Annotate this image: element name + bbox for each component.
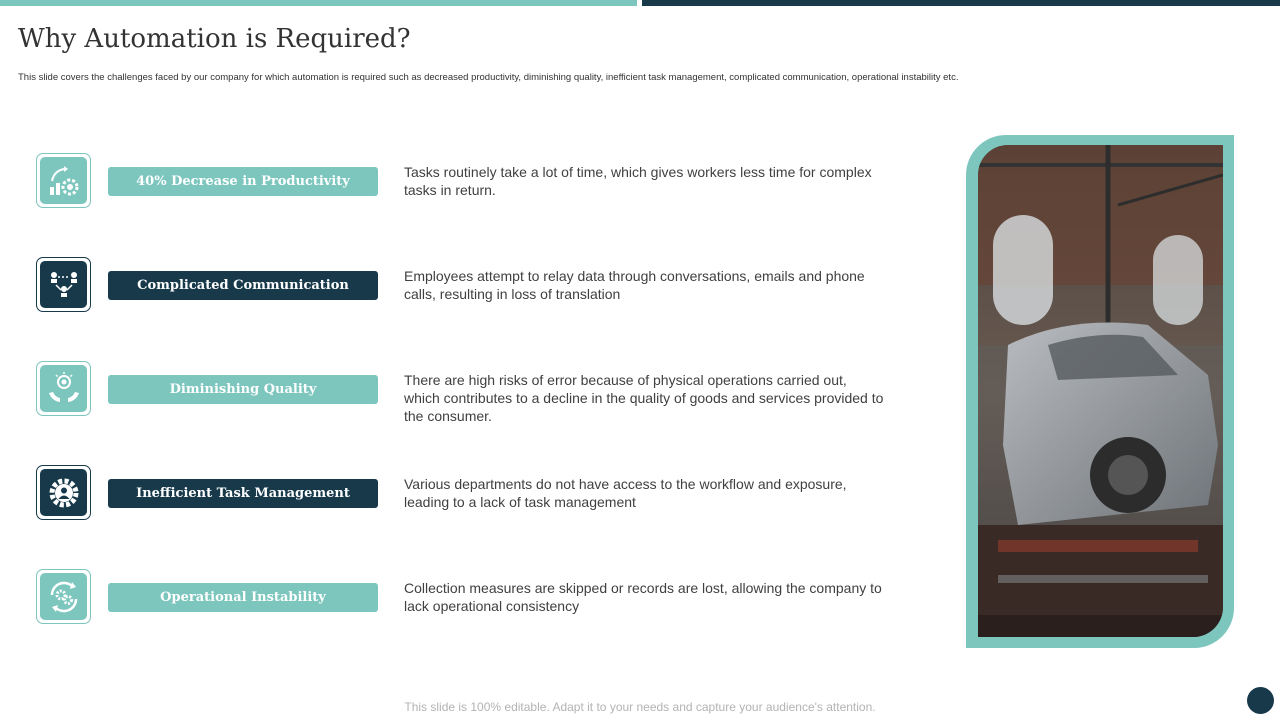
- productivity-icon-box: [36, 153, 91, 208]
- productivity-icon: [40, 157, 87, 204]
- quality-label: Diminishing Quality: [108, 375, 378, 404]
- page-title: Why Automation is Required?: [18, 24, 411, 54]
- corner-dot: [1247, 687, 1274, 714]
- productivity-description: Tasks routinely take a lot of time, which gives workers less time for complex tasks in return.: [404, 164, 872, 198]
- operations-icon-box: [36, 569, 91, 624]
- quality-icon-box: [36, 361, 91, 416]
- communication-icon: [40, 261, 87, 308]
- task-management-description: Various departments do not have access to the workflow and exposure, leading to a lack of task management: [404, 476, 847, 510]
- quality-icon: [40, 365, 87, 412]
- challenge-row-task-management: [36, 465, 886, 525]
- productivity-label: 40% Decrease in Productivity: [108, 167, 378, 196]
- top-accent-bar-dark: [642, 0, 1280, 6]
- task-management-label: Inefficient Task Management: [108, 479, 378, 508]
- operations-label: Operational Instability: [108, 583, 378, 612]
- footer-note: This slide is 100% editable. Adapt it to your needs and capture your audience's attention.: [404, 700, 876, 714]
- quality-description: There are high risks of error because of physical operations carried out, which contributes to a decline in the quality of goods and services provided to the consumer.: [404, 372, 884, 424]
- top-accent-bar-teal: [0, 0, 637, 6]
- page-subtitle: This slide covers the challenges faced by our company for which automation is required such as decreased productivity, diminishing quality, inefficient task management, complicated communication, operational instability etc.: [18, 72, 959, 83]
- car-factory-photo: [978, 145, 1223, 637]
- task-management-icon: [40, 469, 87, 516]
- task-management-icon-box: [36, 465, 91, 520]
- communication-label: Complicated Communication: [108, 271, 378, 300]
- challenge-row-communication: [36, 257, 886, 317]
- challenge-row-operations: [36, 569, 886, 629]
- communication-icon-box: [36, 257, 91, 312]
- challenge-row-quality: [36, 361, 886, 424]
- operations-cycle-icon: [40, 573, 87, 620]
- challenge-row-productivity: [36, 153, 886, 213]
- communication-description: Employees attempt to relay data through conversations, emails and phone calls, resulting in loss of translation: [404, 268, 865, 302]
- operations-description: Collection measures are skipped or records are lost, allowing the company to lack operational consistency: [404, 580, 882, 614]
